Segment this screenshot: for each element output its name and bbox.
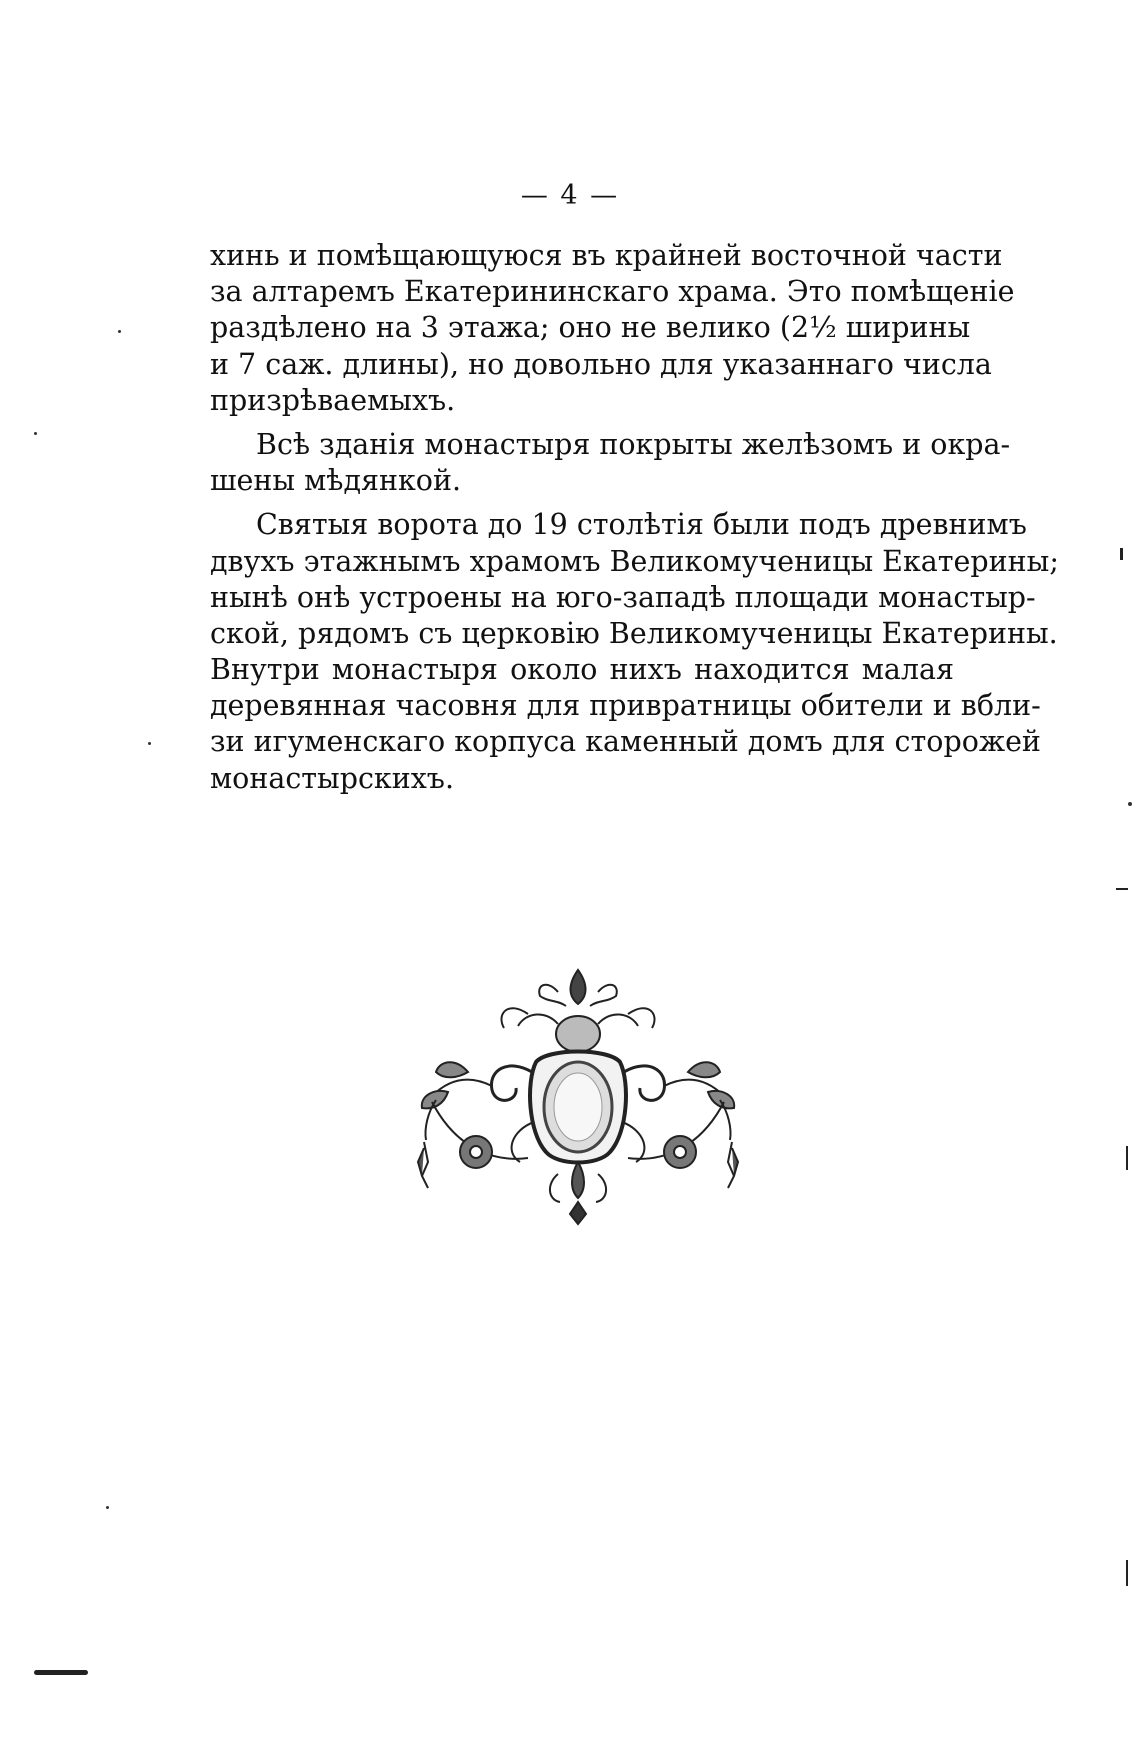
text-line: ской, рядомъ съ церковію Великомученицы Екатерины. <box>210 616 1058 650</box>
edge-mark <box>1126 1146 1128 1170</box>
text-line: монастырскихъ. <box>210 761 455 795</box>
text-line: Всѣ зданія монастыря покрыты желѣзомъ и окра- <box>256 427 1011 461</box>
scan-speck <box>106 1506 109 1509</box>
text-line: и 7 саж. длины), но довольно для указаннаго числа <box>210 347 992 381</box>
body-text <box>210 238 1059 797</box>
scan-speck <box>148 742 151 745</box>
text-line: хинь и помѣщающуюся въ крайней восточной части <box>210 239 1003 272</box>
edge-mark <box>34 1670 88 1675</box>
text-line: деревянная часовня для привратницы обители и вбли- <box>210 689 1041 723</box>
paragraph-1 <box>210 238 1015 419</box>
edge-mark <box>1116 888 1128 890</box>
edge-mark <box>1120 548 1123 560</box>
text-line: зи игуменскаго корпуса каменный домъ для сторожей <box>210 725 1041 759</box>
paragraph-3 <box>210 507 1059 797</box>
scan-speck <box>1128 802 1132 806</box>
paragraph-2 <box>210 427 1011 499</box>
page-number: — 4 — <box>520 180 620 211</box>
text-line: призрѣваемыхъ. <box>210 383 456 417</box>
scan-speck <box>118 330 121 333</box>
text-line: за алтаремъ Екатерининскаго храма. Это помѣщеніе <box>210 275 1015 309</box>
text-line: шены мѣдянкой. <box>210 464 462 498</box>
text-line: Святыя ворота до 19 столѣтія были подъ древнимъ <box>256 508 1027 542</box>
scan-speck <box>34 432 37 435</box>
text-line: раздѣлено на 3 этажа; оно не велико (2½ ширины <box>210 311 971 345</box>
text-line: Внутри монастыря около нихъ находится малая <box>210 653 954 687</box>
edge-mark <box>1126 1560 1128 1586</box>
text-line: двухъ этажнымъ храмомъ Великомученицы Екатерины; <box>210 544 1059 578</box>
text-line: нынѣ онѣ устроены на юго-западѣ площади монастыр- <box>210 580 1036 614</box>
ornament-vignette <box>408 962 748 1252</box>
